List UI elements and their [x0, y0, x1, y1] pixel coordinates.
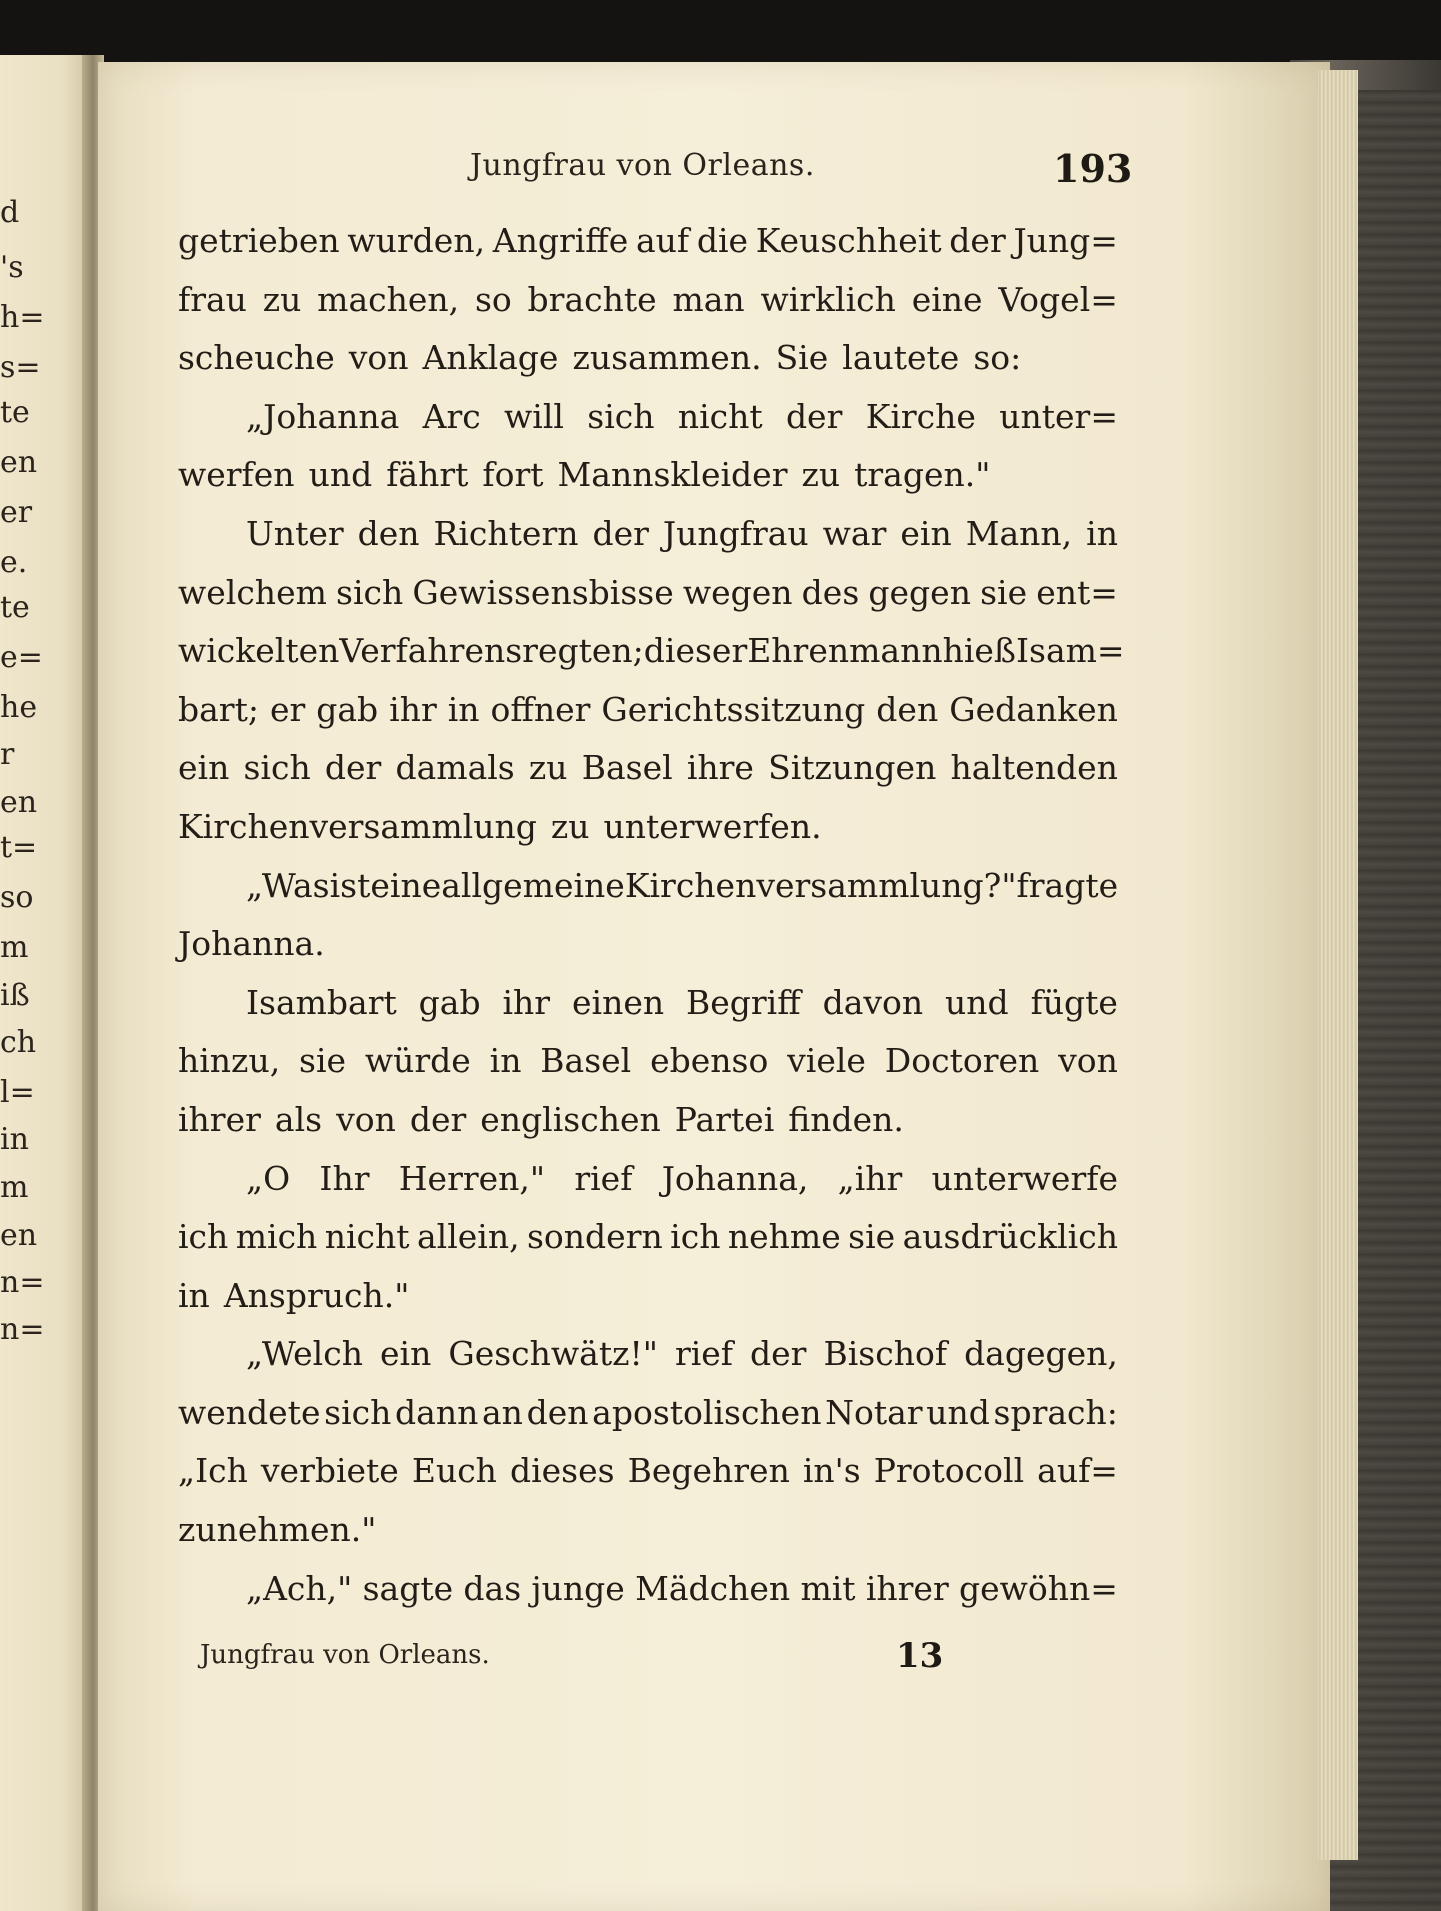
text-line: ein sich der damals zu Basel ihre Sitzungen haltenden	[178, 748, 1118, 788]
left-page-fragment: n=	[0, 1312, 45, 1347]
text-line: bart; er gab ihr in offner Gerichtssitzung den Gedanken	[178, 689, 1118, 729]
left-page-fragment: iß	[0, 978, 30, 1013]
left-page-fragment: t=	[0, 830, 38, 865]
text-line: „Ach," sagte das junge Mädchen mit ihrer gewöhn=	[246, 1568, 1118, 1608]
text-line: scheuche von Anklage zusammen. Sie lautete so:	[178, 338, 1022, 378]
left-page-fragment: n=	[0, 1265, 45, 1300]
text-line: werfen und fährt fort Mannskleider zu tragen."	[178, 455, 991, 495]
text-line: „Welch ein Geschwätz!" rief der Bischof dagegen,	[246, 1334, 1118, 1374]
text-line: „Was ist eine allgemeine Kirchenversammlung?" fragte	[246, 865, 1119, 905]
signature-mark: Jungfrau von Orleans.	[200, 1640, 490, 1670]
text-line: ich mich nicht allein, sondern ich nehme sie ausdrücklich	[178, 1217, 1118, 1257]
left-page-fragment: m	[0, 1170, 29, 1205]
left-page-fragment: e.	[0, 545, 28, 580]
text-line: ihrer als von der englischen Partei finden.	[178, 1099, 904, 1139]
left-page-fragment: 's	[0, 250, 24, 285]
left-page-fragment: l=	[0, 1075, 35, 1110]
left-page-fragment: e=	[0, 640, 43, 675]
left-page-fragment: so	[0, 880, 34, 915]
left-page-fragment: en	[0, 445, 38, 480]
sheet-number: 13	[896, 1636, 944, 1676]
body-text	[178, 212, 1125, 1618]
text-line: „O Ihr Herren," rief Johanna, „ihr unterwerfe	[246, 1158, 1118, 1198]
left-page-fragment: ch	[0, 1025, 37, 1060]
left-page-fragment: d	[0, 195, 20, 230]
page-stack-edges	[1318, 70, 1358, 1860]
left-page-fragment: s=	[0, 350, 41, 385]
left-page-fragment: te	[0, 590, 30, 625]
left-page-fragment: r	[0, 737, 15, 772]
left-page-fragment: te	[0, 395, 30, 430]
left-page-fragment: en	[0, 1218, 38, 1253]
text-line: Johanna.	[178, 924, 325, 964]
text-line: frau zu machen, so brachte man wirklich eine Vogel=	[178, 279, 1118, 319]
left-page-fragment: in	[0, 1122, 29, 1157]
text-line: zunehmen."	[178, 1510, 377, 1550]
running-title: Jungfrau von Orleans.	[470, 148, 815, 183]
left-page-fragment: he	[0, 690, 38, 725]
text-line: wendete sich dann an den apostolischen Notar und sprach:	[178, 1392, 1118, 1432]
text-line: Kirchenversammlung zu unterwerfen.	[178, 806, 822, 846]
text-line: Unter den Richtern der Jungfrau war ein Mann, in	[246, 513, 1118, 553]
text-line: getrieben wurden, Angriffe auf die Keuschheit der Jung=	[178, 221, 1118, 260]
left-page-fragment: m	[0, 930, 29, 965]
text-line: welchem sich Gewissensbisse wegen des gegen sie ent=	[178, 572, 1118, 612]
background-top	[0, 0, 1441, 65]
left-page-fragment: en	[0, 785, 38, 820]
text-line: Isambart gab ihr einen Begriff davon und fügte	[246, 982, 1118, 1022]
left-page-fragment: h=	[0, 300, 45, 335]
left-page-fragment: er	[0, 495, 33, 530]
page-number: 193	[1053, 146, 1133, 191]
text-line: hinzu, sie würde in Basel ebenso viele Doctoren von	[178, 1041, 1118, 1081]
text-line: in Anspruch."	[178, 1275, 410, 1315]
text-line: „Johanna Arc will sich nicht der Kirche unter=	[246, 396, 1118, 436]
text-line: „Ich verbiete Euch dieses Begehren in's Protocoll auf=	[178, 1451, 1118, 1491]
text-line: wickelten Verfahrens regten; dieser Ehrenmann hieß Isam=	[178, 631, 1125, 671]
